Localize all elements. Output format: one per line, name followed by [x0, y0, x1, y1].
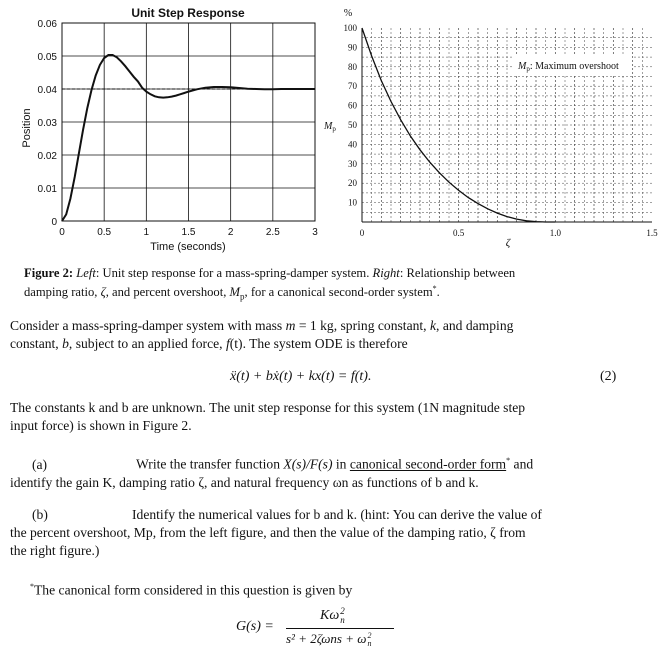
- right-chart-ylabel: $M_p$: [324, 121, 336, 133]
- left-chart-title: Unit Step Response: [131, 6, 245, 20]
- right-chart: [320, 0, 671, 258]
- equation-ode: ẍ(t) + bẋ(t) + kx(t) = f(t).: [230, 369, 372, 384]
- left-ytick-label: 0.01: [37, 184, 57, 195]
- left-xtick-label: 0: [59, 227, 65, 238]
- left-ytick-label: 0.03: [37, 118, 57, 129]
- figure-caption: Figure 2: Left: Unit step response for a mass-spring-damper system. Right: Relationship between damping ratio, ζ, and percent overshoot, $M_p$, for a canonical second-order system*.: [24, 266, 516, 302]
- right-ytick-label: 70: [348, 81, 357, 92]
- left-ytick-label: 0.02: [37, 151, 57, 162]
- left-chart-ylabel: Position: [21, 108, 33, 148]
- question-part-a: (a) Write the transfer function X(s)/F(s) in canonical second-order form* and identify the gain K, damping ratio ζ, and natural frequency ωn as functions of b and k.: [10, 456, 534, 490]
- part-b-label: (b): [32, 507, 48, 522]
- right-ytick-label: 50: [348, 120, 357, 130]
- left-xtick-label: 2: [227, 227, 234, 238]
- left-xtick-label: 1: [143, 227, 150, 238]
- figure-label: Figure 2:: [24, 266, 74, 280]
- paragraph-system-description: Consider a mass-spring-damper system with mass m = 1 kg, spring constant, k, and damping constant, b, subject to an applied force, f(t). The system ODE is therefore: [10, 318, 514, 351]
- left-chart-xlabel: Time (seconds): [150, 241, 226, 253]
- left-ytick-label: 0.04: [37, 85, 57, 96]
- svg-text:Mp: Maximum overshoot: $M_p$: Maximum overshoot: [518, 61, 619, 73]
- right-xtick-label: 0.5: [453, 228, 465, 238]
- right-ytick-label: 80: [348, 61, 357, 72]
- left-ytick-label: 0.06: [37, 19, 57, 30]
- left-xtick-label: 0.5: [97, 227, 112, 238]
- part-a-label: (a): [32, 456, 48, 472]
- right-plot-area: [344, 23, 659, 238]
- right-ytick-label: 40: [348, 139, 357, 150]
- right-chart-legend: [514, 56, 632, 74]
- left-xtick-label: 2.5: [265, 227, 280, 238]
- left-xtick-label: 1.5: [181, 227, 196, 238]
- right-xtick-label: 0: [359, 228, 365, 238]
- left-ytick-label: 0.05: [37, 52, 57, 63]
- canonical-form-link[interactable]: canonical second-order form: [349, 456, 507, 472]
- footnote: *The canonical form considered in this question is given by: [30, 582, 353, 598]
- left-xtick-label: 3: [312, 227, 318, 238]
- right-ytick-label: 60: [348, 100, 357, 111]
- right-ytick-label: 20: [348, 178, 357, 189]
- question-part-b: (b) Identify the numerical values for b and k. (hint: You can derive the value of the percent overshoot, Mp, from the left figure, and then the value of the damping ratio, ζ from the right figure.): [10, 507, 542, 558]
- right-ytick-label: 10: [348, 197, 357, 208]
- canonical-formula: G(s) = Kω 2 n s² + 2ζωns + ω 2 n: [236, 607, 436, 653]
- right-ytick-label: 100: [343, 23, 357, 33]
- equation-number: (2): [600, 369, 617, 384]
- left-chart: [0, 0, 330, 258]
- right-ytick-label: 90: [348, 42, 357, 53]
- right-chart-unit: %: [343, 8, 353, 19]
- left-plot-area: [38, 19, 319, 238]
- right-ytick-label: 30: [348, 158, 357, 169]
- right-xtick-label: 1.5: [646, 228, 658, 238]
- right-xtick-label: 1.0: [549, 228, 561, 238]
- left-ytick-label: 0: [51, 217, 57, 228]
- paragraph-constants: The constants k and b are unknown. The unit step response for this system (1N magnitude step input force) is shown in Figure 2.: [10, 400, 526, 433]
- right-chart-xlabel: ζ: [505, 237, 511, 249]
